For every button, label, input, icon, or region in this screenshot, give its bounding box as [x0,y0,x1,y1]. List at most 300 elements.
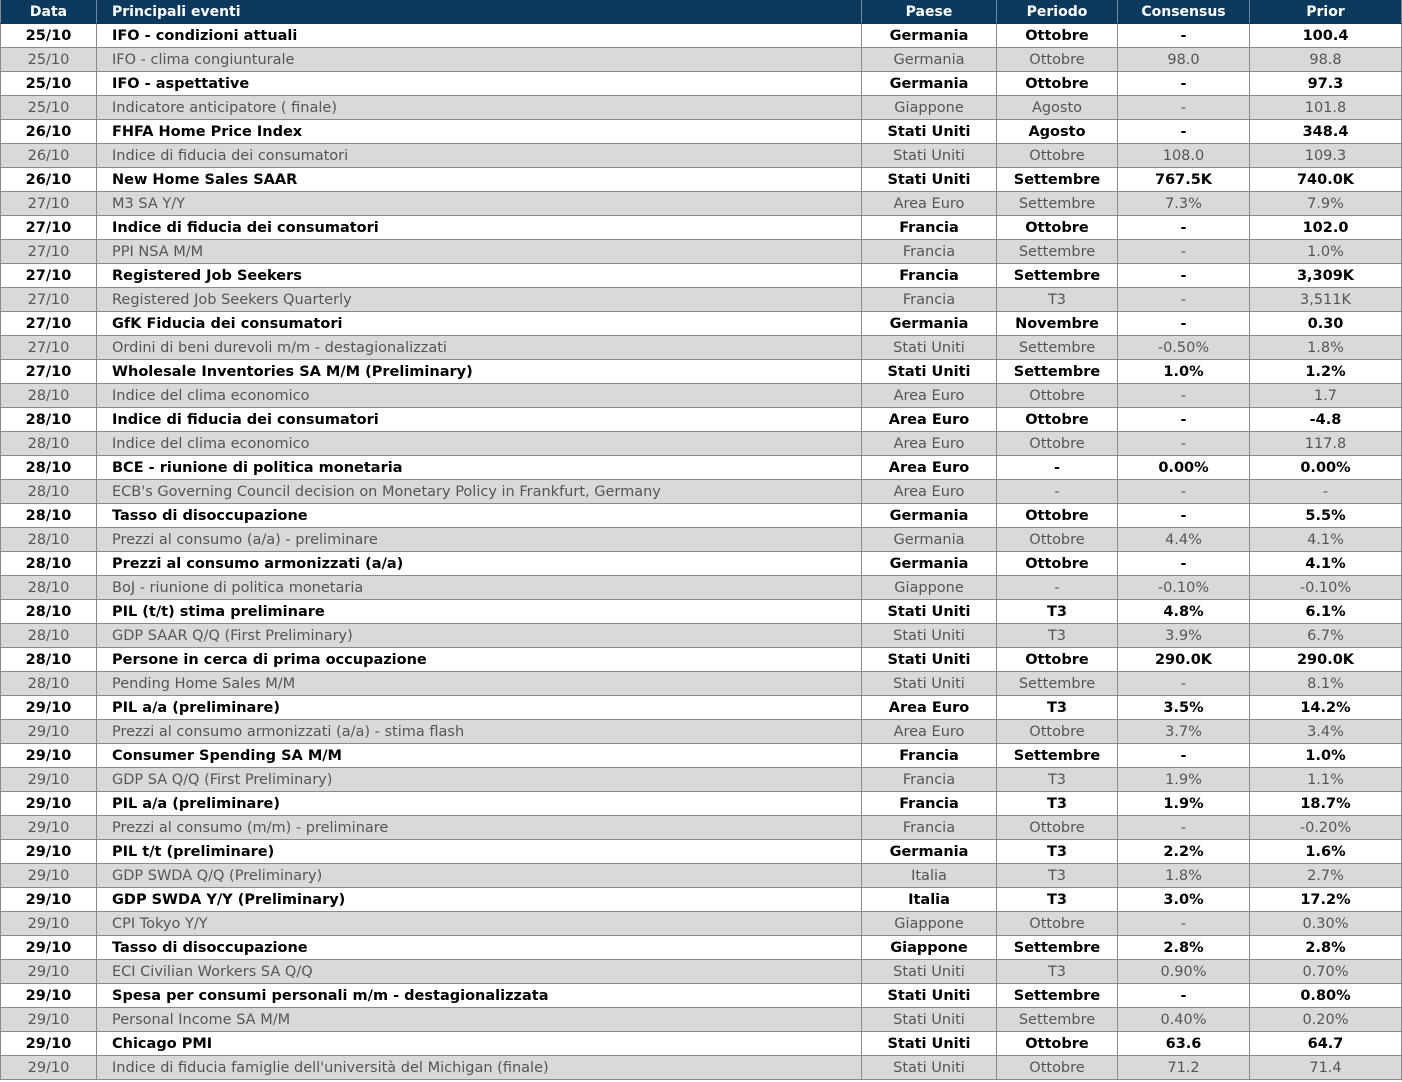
cell-country: Area Euro [862,408,997,432]
cell-date: 28/10 [1,648,97,672]
cell-period: Agosto [997,96,1118,120]
table-row [1,600,1402,624]
cell-consensus: 1.9% [1118,792,1250,816]
table-row [1,72,1402,96]
cell-date: 28/10 [1,408,97,432]
cell-consensus: - [1118,984,1250,1008]
cell-consensus: 3.7% [1118,720,1250,744]
cell-event: Prezzi al consumo armonizzati (a/a) - stima flash [97,720,862,744]
cell-country: Stati Uniti [862,144,997,168]
cell-date: 29/10 [1,984,97,1008]
cell-consensus: -0.50% [1118,336,1250,360]
table-row [1,192,1402,216]
cell-country: Area Euro [862,456,997,480]
cell-event: Personal Income SA M/M [97,1008,862,1032]
cell-country: Giappone [862,912,997,936]
cell-date: 25/10 [1,96,97,120]
cell-event: ECI Civilian Workers SA Q/Q [97,960,862,984]
cell-event: GDP SWDA Y/Y (Preliminary) [97,888,862,912]
cell-consensus: 108.0 [1118,144,1250,168]
cell-prior: 0.70% [1250,960,1402,984]
cell-event: FHFA Home Price Index [97,120,862,144]
cell-consensus: - [1118,912,1250,936]
cell-period: Ottobre [997,552,1118,576]
cell-country: Area Euro [862,696,997,720]
cell-prior: 1.2% [1250,360,1402,384]
cell-prior: 100.4 [1250,24,1402,48]
cell-prior: 17.2% [1250,888,1402,912]
cell-country: Area Euro [862,480,997,504]
cell-country: Area Euro [862,192,997,216]
cell-event: Indice di fiducia dei consumatori [97,144,862,168]
table-row [1,720,1402,744]
cell-prior: 1.1% [1250,768,1402,792]
cell-prior: 8.1% [1250,672,1402,696]
cell-event: Indice di fiducia famiglie dell'università del Michigan (finale) [97,1056,862,1080]
cell-event: PIL a/a (preliminare) [97,792,862,816]
cell-prior: 0.20% [1250,1008,1402,1032]
cell-period: Ottobre [997,72,1118,96]
cell-event: IFO - clima congiunturale [97,48,862,72]
cell-date: 29/10 [1,696,97,720]
cell-consensus: - [1118,504,1250,528]
header-event: Principali eventi [97,0,862,24]
cell-prior: 0.80% [1250,984,1402,1008]
cell-event: Registered Job Seekers Quarterly [97,288,862,312]
cell-event: Indice del clima economico [97,384,862,408]
cell-country: Francia [862,288,997,312]
table-row [1,384,1402,408]
cell-event: Prezzi al consumo (a/a) - preliminare [97,528,862,552]
cell-country: Stati Uniti [862,960,997,984]
cell-consensus: 0.40% [1118,1008,1250,1032]
cell-event: Consumer Spending SA M/M [97,744,862,768]
cell-country: Germania [862,552,997,576]
table-row [1,96,1402,120]
cell-prior: 1.8% [1250,336,1402,360]
cell-country: Italia [862,888,997,912]
cell-period: Settembre [997,264,1118,288]
cell-period: Settembre [997,168,1118,192]
cell-event: M3 SA Y/Y [97,192,862,216]
cell-consensus: - [1118,552,1250,576]
cell-country: Stati Uniti [862,120,997,144]
cell-date: 25/10 [1,48,97,72]
cell-event: GDP SA Q/Q (First Preliminary) [97,768,862,792]
cell-country: Germania [862,312,997,336]
cell-country: Stati Uniti [862,1008,997,1032]
cell-country: Giappone [862,576,997,600]
cell-prior: 4.1% [1250,528,1402,552]
cell-consensus: -0.10% [1118,576,1250,600]
table-row [1,1056,1402,1080]
cell-consensus: - [1118,384,1250,408]
cell-prior: 2.7% [1250,864,1402,888]
cell-consensus: 3.9% [1118,624,1250,648]
table-row [1,528,1402,552]
table-row [1,648,1402,672]
cell-date: 27/10 [1,336,97,360]
cell-period: Settembre [997,336,1118,360]
cell-country: Germania [862,528,997,552]
cell-date: 25/10 [1,72,97,96]
cell-prior: 2.8% [1250,936,1402,960]
cell-date: 28/10 [1,624,97,648]
cell-country: Germania [862,24,997,48]
cell-prior: -4.8 [1250,408,1402,432]
table-row [1,792,1402,816]
cell-consensus: - [1118,816,1250,840]
header-consensus: Consensus [1118,0,1250,24]
cell-prior: -0.10% [1250,576,1402,600]
table-row [1,624,1402,648]
table-row [1,960,1402,984]
table-row [1,432,1402,456]
cell-prior: 290.0K [1250,648,1402,672]
cell-country: Stati Uniti [862,984,997,1008]
table-row [1,336,1402,360]
cell-consensus: 0.00% [1118,456,1250,480]
cell-event: GfK Fiducia dei consumatori [97,312,862,336]
cell-consensus: 7.3% [1118,192,1250,216]
table-row [1,816,1402,840]
cell-event: PIL t/t (preliminare) [97,840,862,864]
cell-prior: 1.6% [1250,840,1402,864]
cell-period: Ottobre [997,1056,1118,1080]
cell-consensus: 3.5% [1118,696,1250,720]
cell-period: T3 [997,960,1118,984]
cell-event: ECB's Governing Council decision on Monetary Policy in Frankfurt, Germany [97,480,862,504]
cell-prior: 5.5% [1250,504,1402,528]
table-row [1,984,1402,1008]
cell-prior: 117.8 [1250,432,1402,456]
cell-event: PIL a/a (preliminare) [97,696,862,720]
cell-prior: -0.20% [1250,816,1402,840]
cell-period: T3 [997,768,1118,792]
cell-consensus: 290.0K [1118,648,1250,672]
cell-country: Francia [862,816,997,840]
cell-country: Area Euro [862,384,997,408]
cell-consensus: - [1118,120,1250,144]
cell-prior: 1.0% [1250,240,1402,264]
cell-prior: 0.00% [1250,456,1402,480]
cell-country: Francia [862,768,997,792]
cell-period: T3 [997,840,1118,864]
cell-consensus: - [1118,216,1250,240]
cell-event: Pending Home Sales M/M [97,672,862,696]
cell-date: 28/10 [1,672,97,696]
cell-period: T3 [997,864,1118,888]
cell-period: T3 [997,600,1118,624]
cell-event: Prezzi al consumo (m/m) - preliminare [97,816,862,840]
cell-consensus: 1.8% [1118,864,1250,888]
cell-prior: 18.7% [1250,792,1402,816]
cell-event: Persone in cerca di prima occupazione [97,648,862,672]
table-row [1,216,1402,240]
cell-period: Ottobre [997,216,1118,240]
cell-prior: 109.3 [1250,144,1402,168]
cell-prior: 98.8 [1250,48,1402,72]
cell-period: Settembre [997,936,1118,960]
table-row [1,768,1402,792]
cell-consensus: 4.4% [1118,528,1250,552]
cell-date: 29/10 [1,1032,97,1056]
cell-consensus: 2.2% [1118,840,1250,864]
cell-date: 29/10 [1,864,97,888]
cell-event: IFO - condizioni attuali [97,24,862,48]
cell-country: Stati Uniti [862,336,997,360]
cell-consensus: - [1118,288,1250,312]
cell-prior: 102.0 [1250,216,1402,240]
cell-period: Ottobre [997,912,1118,936]
cell-period: Ottobre [997,384,1118,408]
table-row [1,480,1402,504]
cell-period: Settembre [997,192,1118,216]
table-row [1,888,1402,912]
cell-country: Stati Uniti [862,624,997,648]
table-row [1,936,1402,960]
header-country: Paese [862,0,997,24]
table-row [1,312,1402,336]
cell-period: Settembre [997,1008,1118,1032]
cell-event: Registered Job Seekers [97,264,862,288]
cell-event: CPI Tokyo Y/Y [97,912,862,936]
cell-prior: 3,309K [1250,264,1402,288]
cell-country: Area Euro [862,720,997,744]
cell-country: Germania [862,48,997,72]
header-period: Periodo [997,0,1118,24]
cell-consensus: 767.5K [1118,168,1250,192]
cell-consensus: - [1118,312,1250,336]
cell-prior: - [1250,480,1402,504]
table-row [1,552,1402,576]
cell-period: Ottobre [997,408,1118,432]
cell-consensus: - [1118,96,1250,120]
cell-date: 26/10 [1,144,97,168]
table-row [1,168,1402,192]
cell-date: 28/10 [1,480,97,504]
cell-country: Germania [862,504,997,528]
table-row [1,1008,1402,1032]
table-row [1,48,1402,72]
cell-prior: 4.1% [1250,552,1402,576]
table-row [1,696,1402,720]
cell-event: GDP SAAR Q/Q (First Preliminary) [97,624,862,648]
cell-country: Stati Uniti [862,1056,997,1080]
cell-prior: 740.0K [1250,168,1402,192]
cell-consensus: - [1118,408,1250,432]
cell-date: 29/10 [1,1056,97,1080]
cell-date: 29/10 [1,912,97,936]
cell-event: PPI NSA M/M [97,240,862,264]
cell-country: Francia [862,264,997,288]
cell-period: Ottobre [997,48,1118,72]
cell-period: Agosto [997,120,1118,144]
cell-date: 28/10 [1,552,97,576]
cell-event: Chicago PMI [97,1032,862,1056]
cell-period: Ottobre [997,720,1118,744]
cell-period: Settembre [997,984,1118,1008]
cell-date: 28/10 [1,576,97,600]
table-row [1,504,1402,528]
cell-prior: 101.8 [1250,96,1402,120]
cell-country: Italia [862,864,997,888]
cell-country: Stati Uniti [862,168,997,192]
cell-consensus: - [1118,672,1250,696]
cell-date: 27/10 [1,240,97,264]
cell-consensus: - [1118,432,1250,456]
cell-country: Francia [862,792,997,816]
cell-consensus: 98.0 [1118,48,1250,72]
cell-period: Ottobre [997,1032,1118,1056]
cell-date: 27/10 [1,216,97,240]
table-row [1,672,1402,696]
cell-date: 29/10 [1,768,97,792]
cell-event: Indice del clima economico [97,432,862,456]
table-row [1,744,1402,768]
cell-prior: 3,511K [1250,288,1402,312]
cell-event: Prezzi al consumo armonizzati (a/a) [97,552,862,576]
cell-event: GDP SWDA Q/Q (Preliminary) [97,864,862,888]
table-row [1,360,1402,384]
cell-prior: 1.0% [1250,744,1402,768]
cell-event: BoJ - riunione di politica monetaria [97,576,862,600]
cell-country: Francia [862,744,997,768]
cell-country: Francia [862,240,997,264]
cell-date: 26/10 [1,168,97,192]
cell-period: Ottobre [997,648,1118,672]
cell-prior: 348.4 [1250,120,1402,144]
cell-period: Ottobre [997,144,1118,168]
cell-date: 29/10 [1,960,97,984]
table-row [1,456,1402,480]
cell-date: 27/10 [1,192,97,216]
cell-consensus: 4.8% [1118,600,1250,624]
table-row [1,288,1402,312]
cell-date: 29/10 [1,840,97,864]
cell-consensus: 2.8% [1118,936,1250,960]
cell-consensus: - [1118,24,1250,48]
cell-period: T3 [997,792,1118,816]
cell-country: Stati Uniti [862,1032,997,1056]
cell-country: Stati Uniti [862,360,997,384]
table-row [1,408,1402,432]
cell-prior: 0.30 [1250,312,1402,336]
cell-period: Settembre [997,360,1118,384]
cell-date: 28/10 [1,600,97,624]
cell-consensus: 1.9% [1118,768,1250,792]
cell-event: Indice di fiducia dei consumatori [97,216,862,240]
cell-country: Giappone [862,96,997,120]
header-date: Data [1,0,97,24]
cell-date: 29/10 [1,936,97,960]
table-row [1,120,1402,144]
cell-event: Indicatore anticipatore ( finale) [97,96,862,120]
cell-period: Settembre [997,240,1118,264]
cell-period: Ottobre [997,504,1118,528]
cell-prior: 6.1% [1250,600,1402,624]
table-row [1,840,1402,864]
cell-prior: 6.7% [1250,624,1402,648]
cell-prior: 71.4 [1250,1056,1402,1080]
cell-consensus: - [1118,744,1250,768]
cell-period: T3 [997,888,1118,912]
table-row [1,264,1402,288]
cell-event: Indice di fiducia dei consumatori [97,408,862,432]
cell-prior: 64.7 [1250,1032,1402,1056]
cell-date: 25/10 [1,24,97,48]
cell-prior: 14.2% [1250,696,1402,720]
cell-consensus: - [1118,240,1250,264]
cell-date: 29/10 [1,1008,97,1032]
cell-period: Settembre [997,672,1118,696]
table-row [1,912,1402,936]
cell-event: Tasso di disoccupazione [97,504,862,528]
cell-period: Ottobre [997,432,1118,456]
cell-country: Germania [862,840,997,864]
cell-period: Ottobre [997,24,1118,48]
cell-country: Giappone [862,936,997,960]
cell-date: 28/10 [1,456,97,480]
cell-prior: 3.4% [1250,720,1402,744]
table-body [1,24,1402,1080]
cell-period: Settembre [997,744,1118,768]
cell-consensus: 0.90% [1118,960,1250,984]
cell-date: 28/10 [1,432,97,456]
cell-consensus: - [1118,480,1250,504]
cell-consensus: 63.6 [1118,1032,1250,1056]
cell-event: New Home Sales SAAR [97,168,862,192]
cell-period: - [997,576,1118,600]
cell-date: 29/10 [1,816,97,840]
cell-period: - [997,480,1118,504]
cell-event: IFO - aspettative [97,72,862,96]
cell-date: 29/10 [1,792,97,816]
cell-event: BCE - riunione di politica monetaria [97,456,862,480]
cell-consensus: 71.2 [1118,1056,1250,1080]
table-row [1,864,1402,888]
cell-country: Stati Uniti [862,672,997,696]
cell-event: Wholesale Inventories SA M/M (Preliminary) [97,360,862,384]
cell-prior: 0.30% [1250,912,1402,936]
cell-prior: 97.3 [1250,72,1402,96]
table-row [1,144,1402,168]
cell-period: T3 [997,288,1118,312]
cell-period: Novembre [997,312,1118,336]
cell-prior: 1.7 [1250,384,1402,408]
table-row [1,1032,1402,1056]
cell-date: 27/10 [1,264,97,288]
cell-country: Francia [862,216,997,240]
cell-consensus: 1.0% [1118,360,1250,384]
cell-event: Tasso di disoccupazione [97,936,862,960]
cell-country: Germania [862,72,997,96]
table-row [1,24,1402,48]
cell-date: 26/10 [1,120,97,144]
table-row [1,576,1402,600]
cell-event: Spesa per consumi personali m/m - destagionalizzata [97,984,862,1008]
cell-date: 28/10 [1,528,97,552]
cell-country: Area Euro [862,432,997,456]
cell-date: 27/10 [1,360,97,384]
cell-country: Stati Uniti [862,648,997,672]
cell-period: T3 [997,624,1118,648]
cell-date: 29/10 [1,720,97,744]
table-row [1,240,1402,264]
cell-date: 28/10 [1,504,97,528]
cell-period: Ottobre [997,816,1118,840]
cell-consensus: - [1118,264,1250,288]
